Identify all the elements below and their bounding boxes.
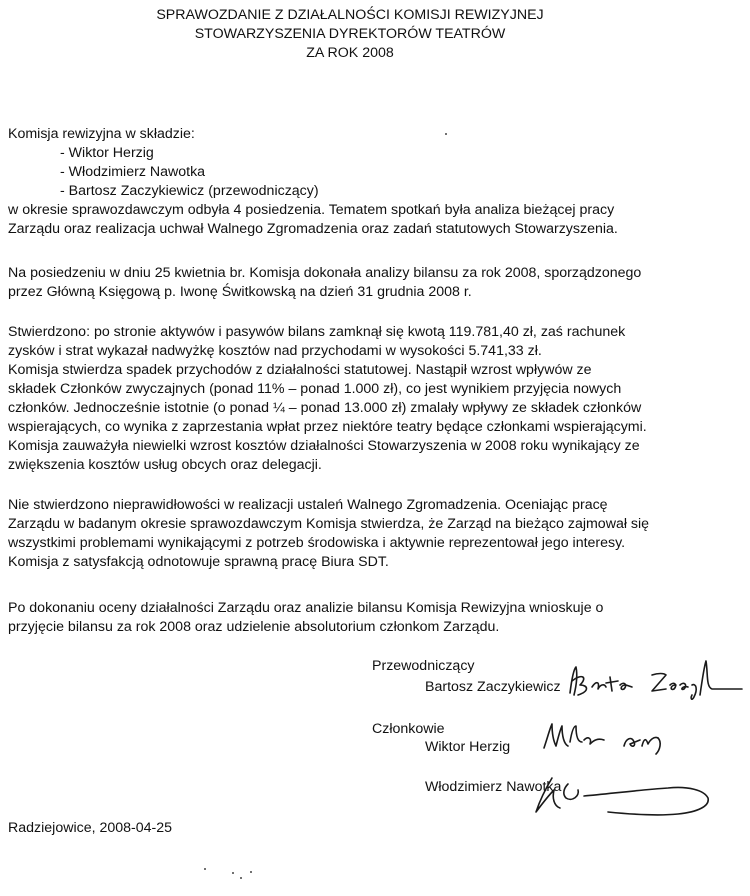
member2-signature xyxy=(528,770,728,820)
text-line: członków. Jednocześnie istotnie (o ponad ¼ – ponad 13.000 zł) zmalały wpływy ze składek członków xyxy=(8,400,642,416)
member1-name: Wiktor Herzig xyxy=(425,739,511,755)
member-item: - Włodzimierz Nawotka xyxy=(60,164,206,180)
text-line: zwiększenia kosztów usług obcych oraz delegacji. xyxy=(8,457,322,473)
title-line-3: ZA ROK 2008 xyxy=(306,45,394,61)
text-line: Komisja z satysfakcją odnotowuje sprawną pracę Biura SDT. xyxy=(8,554,389,570)
text-line: Komisja stwierdza spadek przychodów z działalności statutowej. Nastąpił wzrost wpływów ze xyxy=(8,362,592,378)
paragraph-findings xyxy=(8,323,708,475)
members-title: Członkowie xyxy=(372,721,445,737)
scan-speck xyxy=(445,133,447,135)
chair-title: Przewodniczący xyxy=(372,658,475,674)
title-line-1: SPRAWOZDANIE Z DZIAŁALNOŚCI KOMISJI REWIZYJNEJ xyxy=(156,7,544,23)
paragraph-conclusion xyxy=(8,599,708,637)
text-line: Nie stwierdzono nieprawidłowości w realizacji ustaleń Walnego Zgromadzenia. Oceniając pracę xyxy=(8,497,608,513)
text-line: Zarządu w badanym okresie sprawozdawczym Komisja stwierdza, że Zarząd na bieżąco zajmował się xyxy=(8,516,650,532)
text-line: Na posiedzeniu w dniu 25 kwietnia br. Komisja dokonała analizy bilansu za rok 2008, sporządzonego xyxy=(8,265,642,281)
text-line: Zarządu oraz realizacja uchwał Walnego Zgromadzenia oraz zadań statutowych Stowarzyszenia. xyxy=(8,221,618,237)
chair-name: Bartosz Zaczykiewicz xyxy=(425,679,561,695)
text-line: przyjęcie bilansu za rok 2008 oraz udzielenie absolutorium członkom Zarządu. xyxy=(8,619,500,635)
text-line: Stwierdzono: po stronie aktywów i pasywów bilans zamknął się kwotą 119.781,40 zł, zaś rachunek xyxy=(8,324,626,340)
text-line: wspierających, co wynika z zaprzestania wpłat przez niektóre teatry będące członkami wspierającymi. xyxy=(8,419,647,435)
title-line-2: STOWARZYSZENIA DYREKTORÓW TEATRÓW xyxy=(194,26,506,42)
document-title xyxy=(0,6,700,63)
text-line: składek Członków zwyczajnych (ponad 11% – ponad 1.000 zł), co jest wynikiem przyjęcia nowych xyxy=(8,381,622,397)
text-line: przez Główną Księgową p. Iwonę Świtkowską na dzień 31 grudnia 2008 r. xyxy=(8,284,472,300)
chair-signature xyxy=(566,655,746,705)
scan-speck xyxy=(250,871,252,873)
paragraph-committee xyxy=(8,125,708,239)
paragraph-meeting xyxy=(8,264,708,302)
text-line: w okresie sprawozdawczym odbyła 4 posiedzenia. Tematem spotkań była analiza bieżącej pracy xyxy=(8,202,615,218)
member2-name: Włodzimierz Nawotka xyxy=(425,779,562,795)
scan-speck xyxy=(240,877,242,879)
member-item: - Bartosz Zaczykiewicz (przewodniczący) xyxy=(60,183,319,199)
text-line: wszystkimi problemami wynikającymi z potrzeb środowiska i aktywnie reprezentował jego interesy. xyxy=(8,535,626,551)
text-line: Komisja zauważyła niewielki wzrost kosztów działalności Stowarzyszenia w 2008 roku wynikający ze xyxy=(8,438,640,454)
place-date: Radziejowice, 2008-04-25 xyxy=(8,820,173,836)
member-item: - Wiktor Herzig xyxy=(60,145,154,161)
member1-signature xyxy=(540,716,690,756)
paragraph-assessment xyxy=(8,496,708,572)
text-line: Po dokonaniu oceny działalności Zarządu oraz analizie bilansu Komisja Rewizyjna wnioskuje o xyxy=(8,600,604,616)
text-line: zysków i strat wykazał nadwyżkę kosztów nad przychodami w wysokości 5.741,33 zł. xyxy=(8,343,542,359)
scan-speck xyxy=(204,868,206,870)
committee-intro: Komisja rewizyjna w składzie: xyxy=(8,126,195,142)
scan-speck xyxy=(232,872,234,874)
